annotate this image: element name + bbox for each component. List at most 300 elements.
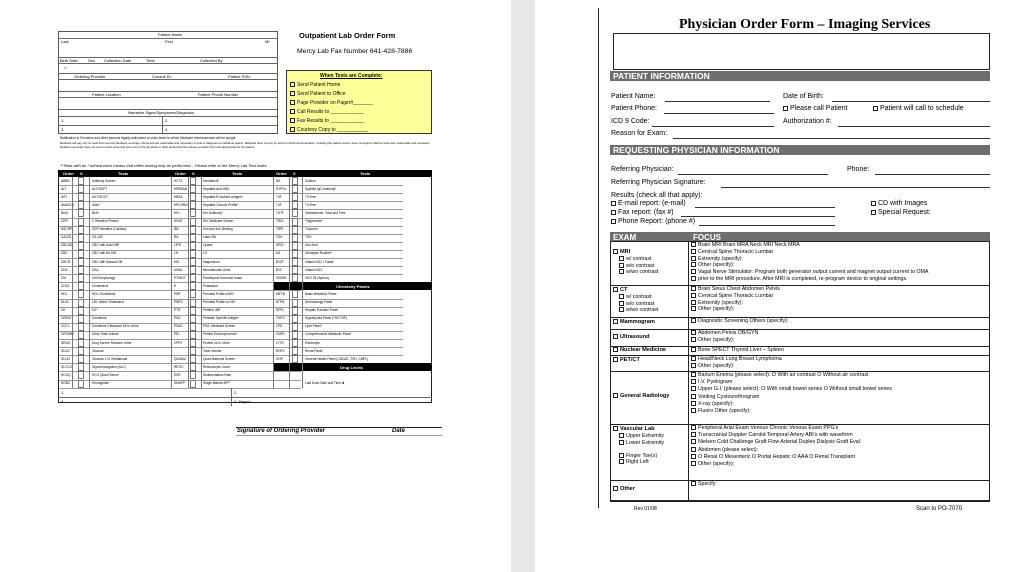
medicare-notice-text: Medicare will pay only for tests that meet the Medicare coverage criteria and are reasonable and necessary to treat or diagnose an individual patient. Medicare does not pay for tests for which documentation, including the patient record, does not support that the tests were reasonable and necessary. Medicare generally does not cover routine screening tests even if the physician or other authorized test orderer considers the tests appropriate for the patient. — [60, 141, 431, 149]
col2-row-code: PSA — [174, 316, 181, 321]
col1-row-code: CREAT — [61, 316, 72, 321]
patient-info-bar: PATIENT INFORMATION — [610, 71, 990, 81]
col1-row-code: VCCL — [61, 324, 70, 329]
col3b-row-checkbox[interactable] — [292, 331, 298, 339]
email-report-checkbox[interactable]: E-mail report: (e-mail) — [611, 200, 686, 207]
ultra-focus-option[interactable]: Other (specify): — [691, 337, 734, 343]
col2-row-test-name: Hematocrit — [203, 178, 219, 183]
imaging-form-title: Physician Order Form – Imaging Services — [679, 17, 931, 32]
petct-focus-option[interactable]: Head/Neck Lung Breast Lymphoma — [691, 356, 782, 362]
col3b-row-test-name: Hypothyroid Panel (TSH,T4F) — [305, 316, 347, 321]
sex-label: Sex — [88, 58, 95, 63]
mri-focus-option[interactable]: Extremity (specify): — [691, 256, 743, 262]
col3b-row-code: THPO — [276, 316, 285, 321]
ct-focus-option[interactable]: Brain Sinus Chest Abdomen Pelvis — [691, 286, 780, 292]
col3-row-test-name: Urinalysis Routine* — [305, 251, 332, 256]
mri-sub-option[interactable]: w/wo contrast — [619, 269, 658, 275]
col2-row-test-name: Hepatitis B Surface Antigen* — [203, 194, 244, 199]
col1-row-test-name: HDL Cholesterol — [92, 291, 116, 296]
other-checkbox[interactable]: Other — [613, 486, 635, 492]
col1-row-test-name: C Reactive Protein — [92, 219, 119, 223]
col2-row-checkbox[interactable] — [190, 331, 196, 339]
col2-row-code: K — [174, 283, 177, 288]
col1-row-code: HCGQ — [61, 372, 71, 377]
vasc-focus-option[interactable]: Peripheral Arial Exam Venous Chronic Venous Exam PPG's — [691, 425, 838, 431]
col2-row-test-name: Quad Maternal Screen — [203, 356, 236, 361]
vasc-focus-option[interactable]: O Renal O Mesenteric O Portal Hepatic O AAA O Renal Transplant — [691, 454, 855, 460]
col2-row-code: HIVM — [174, 219, 182, 223]
col1-row-test-name: CBC with Manual Diff — [92, 259, 123, 264]
col3-row-code: VD25H — [276, 275, 287, 280]
col1-row-code: CA125 — [61, 235, 71, 240]
column-divider — [273, 177, 274, 388]
mri-sub-option[interactable]: w/ contrast — [619, 256, 652, 262]
signature-label: Signature of Ordering Provider — [237, 428, 326, 434]
consult-dr-label: Consult Dr. — [152, 74, 172, 79]
ultra-row-border — [610, 346, 990, 347]
col3b-row-test-name: Comprehensive Metabolic Panel — [305, 332, 351, 337]
col3-row-code: URIC — [276, 243, 284, 248]
vasc-sub-option[interactable]: Right Left — [619, 459, 649, 465]
exam-header: EXAM — [613, 233, 637, 242]
col1-row-code: ANASCN — [61, 202, 75, 207]
col1-row-test-name: Glucose — [92, 348, 104, 353]
col3b-row-test-name: Renal Panel — [305, 348, 323, 353]
col2-row-code: RA — [174, 235, 179, 240]
col1-row-checkbox[interactable] — [78, 258, 84, 266]
col2-row-test-name: Lipase — [203, 243, 213, 248]
col3-order-header: Order — [276, 171, 287, 176]
referring-label: Referring Physician: — [611, 166, 674, 173]
col2-row-test-name: Hepatitis Anti-HBS — [203, 186, 230, 191]
lab-fax-number: Mercy Lab Fax Number 641-428-7886 — [297, 48, 413, 55]
vasc-focus-option[interactable]: Transcranial Doppler Carotid Temporal Artery ABI's with waveform — [691, 432, 853, 438]
col1-row-checkbox[interactable] — [78, 201, 84, 209]
col3-row-test-name: Triglyceride* — [305, 219, 323, 223]
col3-row-checkbox[interactable] — [292, 209, 298, 217]
col2-row-test-name: Single Marker AFP — [203, 381, 230, 385]
please-call-checkbox[interactable]: Please call Patient — [783, 105, 848, 112]
col3-row-test-name: Testosterone, Total and Free — [305, 210, 346, 215]
col2-row-checkbox[interactable] — [190, 185, 196, 193]
genrad-checkbox[interactable]: General Radiology — [613, 393, 669, 399]
ultra-focus-option[interactable]: Abdomen Pelvis OB/GYN — [691, 330, 758, 336]
col2-row-checkbox[interactable] — [190, 355, 196, 363]
col3b-row-test-name: General Health Panel (CBCAD, TSH, CMPL) — [305, 356, 369, 361]
col2-row-code: UMAL — [174, 267, 183, 272]
col2-row-code: HPBSAB — [174, 186, 187, 191]
vasc-focus-option[interactable]: Nielsen Cold Challenge Graft Flow Arterial Duplex Dialysis Graft Eval. — [691, 439, 861, 445]
special-request-checkbox[interactable]: Special Request: — [871, 209, 931, 216]
col3-row-test-name: T4 Free — [305, 202, 317, 207]
col2-row-checkbox[interactable] — [190, 315, 196, 323]
col2-row-checkbox[interactable] — [190, 209, 196, 217]
col1-row-checkbox[interactable] — [78, 218, 84, 226]
col3-row-checkbox[interactable] — [292, 234, 298, 242]
col2-row-code: PTHINT — [174, 275, 186, 280]
footer-row-line — [58, 397, 432, 398]
ct-focus-option[interactable]: Cervical Spine Thoracic Lumbar — [691, 293, 773, 299]
col2-row-code: RETIC — [174, 364, 184, 369]
results-label: Results (check all that apply): — [611, 192, 703, 199]
patient-name-label: Patient Name: — [611, 93, 656, 100]
mri-focus-option[interactable]: Other (specify): — [691, 262, 734, 268]
birth-date-label: Birth Date — [60, 58, 78, 63]
mri-sub-option[interactable]: w/o contrast — [619, 263, 655, 269]
when-complete-box — [286, 70, 432, 134]
col3-row-checkbox[interactable] — [292, 274, 298, 282]
col1-row-checkbox[interactable] — [78, 339, 84, 347]
col3b-row-code: LYTE — [276, 340, 284, 345]
col2-row-checkbox[interactable] — [190, 201, 196, 209]
col1-row-checkbox[interactable] — [78, 347, 84, 355]
fax-results-item[interactable]: Fax Results to ____________ — [290, 118, 364, 124]
col3b-row-checkbox[interactable] — [292, 315, 298, 323]
other-focus-option[interactable]: Specify: — [691, 481, 717, 487]
footer-num-4: 4. Mayo# — [234, 398, 251, 404]
genrad-focus-option[interactable]: Barium Enema (please select): O With air contrast O Without air contrast — [691, 372, 868, 378]
genrad-focus-option[interactable]: Upper G.I. (please select): O With small bowel series O Without small bowel series — [691, 386, 892, 392]
col3b-row-code: RNPL — [276, 348, 285, 353]
mammo-checkbox[interactable]: Mammogram — [613, 319, 655, 325]
col3-row-checkbox[interactable] — [292, 258, 298, 266]
col3-row-code: TSTF — [276, 210, 284, 215]
footer-num-2: 2. — [234, 389, 238, 395]
col3-row-test-name: Vit D 25-Hydroxy — [305, 275, 330, 280]
col1-row-code: CK — [61, 308, 66, 313]
vasc-sub-option[interactable]: Upper Extremity — [619, 433, 664, 439]
col1-row-test-name: Creatinine Clearance 24 hr Urine — [92, 324, 139, 329]
col2-row-checkbox[interactable] — [190, 307, 196, 315]
col1-row-checkbox[interactable] — [78, 234, 84, 242]
vasc-focus-option[interactable]: Other (specify): — [691, 461, 734, 467]
petct-checkbox[interactable]: PET/CT — [613, 357, 640, 363]
col1-row-code: CEA — [61, 267, 68, 272]
col3b-row-checkbox[interactable] — [292, 347, 298, 355]
col1-row-test-name: ALT/SGPT — [92, 186, 108, 191]
footer-num-1: 1. — [61, 389, 65, 395]
fax-report-checkbox[interactable]: Fax report: (fax #) — [611, 209, 674, 216]
col3-row-checkbox[interactable] — [292, 177, 298, 185]
col2-row-checkbox[interactable] — [190, 290, 196, 298]
col1-row-code: AST — [61, 194, 68, 199]
mri-focus-option[interactable]: Brain MRI Brain MRA Neck MRI Neck MRA — [691, 242, 800, 248]
col1-row-test-name: CK* — [92, 308, 98, 313]
col3b-row-checkbox[interactable] — [292, 323, 298, 331]
ct-sub-option[interactable]: w/ contrast — [619, 294, 652, 300]
col1-row-test-name: CBC with Auto Diff* — [92, 243, 120, 248]
col3b-row-code: LPD — [276, 324, 283, 329]
genrad-focus-option[interactable]: I.V. Pyelogram — [691, 379, 732, 385]
col3-row-test-name: T3 Free — [305, 194, 317, 199]
col3-row-checkbox[interactable] — [292, 193, 298, 201]
column-divider — [302, 177, 303, 388]
mri-focus-option[interactable]: prior to the MRI procedure. After MRI is completed, re-program device to original settings. — [691, 276, 908, 282]
col1-row-code: ABBN — [61, 178, 70, 183]
col1-row-code: CBCD — [61, 259, 71, 264]
col2-row-checkbox[interactable] — [190, 323, 196, 331]
call-results-item[interactable]: Call Results to ____________ — [290, 109, 364, 115]
col2-row-code: MG — [174, 259, 180, 264]
page-imaging-order-form — [535, 0, 1024, 572]
col2-row-checkbox[interactable] — [190, 250, 196, 258]
genrad-focus-option[interactable]: Fluoro Other (specify): — [691, 408, 751, 414]
col1-row-test-name: Cell Morphology — [92, 275, 116, 280]
col2-row-test-name: Parathyroid Hormone Intact — [203, 275, 242, 280]
col1-row-test-name: AST/SGOT — [92, 194, 109, 199]
col2-row-code: HPCHRN — [174, 202, 188, 207]
col2-row-row-line — [172, 388, 301, 389]
vasc-row-border — [610, 480, 990, 481]
col3-row-code: B12 — [276, 267, 282, 272]
col3-x-header: X — [293, 171, 296, 176]
first-label: First — [165, 39, 173, 44]
collection-date-label: Collection Date — [104, 58, 132, 63]
col1-row-checkbox[interactable] — [78, 363, 84, 371]
col3-row-checkbox[interactable] — [292, 185, 298, 193]
col1-row-code: CRTIMM — [61, 332, 74, 337]
col1-row-test-name: CA 125 — [92, 235, 103, 240]
col1-row-code: GLUG — [61, 356, 71, 361]
col2-row-test-name: HIV Antibody* — [203, 210, 223, 215]
col2-row-code: ESR — [174, 372, 181, 377]
col2-row-code: SMAFP — [174, 381, 185, 385]
col3-row-checkbox[interactable] — [292, 218, 298, 226]
page-gutter — [511, 0, 535, 572]
col1-row-checkbox[interactable] — [78, 282, 84, 290]
col2-row-checkbox[interactable] — [190, 193, 196, 201]
col2-row-code: PNPO — [174, 300, 184, 304]
col3b-row-test-name: Hepatic Function Panel — [305, 308, 338, 313]
col1-row-code: GLUC — [61, 348, 70, 353]
col2-row-checkbox[interactable] — [190, 371, 196, 379]
col1-row-checkbox[interactable] — [78, 226, 84, 234]
col1-row-test-name: Urine Total Volume — [92, 332, 119, 337]
col2-row-test-name: Hepatitis Chronic Profile* — [203, 202, 239, 207]
courtesy-copy-item[interactable]: Courtesy Copy to ___________ — [290, 127, 368, 133]
col2-row-test-name: Protime INR — [203, 308, 221, 313]
page-provider-item[interactable]: Page Provider on Pager#_______ — [290, 100, 373, 106]
exam-header-bar — [610, 232, 990, 241]
col2-row-checkbox[interactable] — [190, 218, 196, 226]
col1-row-checkbox[interactable] — [78, 177, 84, 185]
col3-row-test-name: TSH — [305, 235, 312, 240]
col2-row-checkbox[interactable] — [190, 299, 196, 307]
col2-row-code: LH — [174, 251, 179, 256]
col2-row-test-name: Sedimentation Rate — [203, 372, 231, 377]
col3b-row-checkbox[interactable] — [292, 355, 298, 363]
col1-row-code: CRP — [61, 219, 68, 223]
ultra-checkbox[interactable]: Ultrasound — [613, 334, 650, 340]
col1-row-checkbox[interactable] — [78, 242, 84, 250]
col1-row-row-line — [59, 388, 190, 389]
drug-levels-header: Drug Levels — [340, 364, 363, 370]
col2-row-test-name: Prostate Specific Antigen — [203, 316, 239, 321]
col1-row-checkbox[interactable] — [78, 299, 84, 307]
col2-row-code: PEL — [174, 332, 181, 337]
col3-row-code: T4F — [276, 202, 282, 207]
col1-row-test-name: ANA* — [92, 202, 100, 207]
col2-row-checkbox[interactable] — [190, 234, 196, 242]
col1-row-test-name: CBC with No Diff — [92, 251, 116, 256]
col2-row-code: PSAS — [174, 324, 183, 329]
petct-focus-option[interactable]: Other (specify): — [691, 363, 734, 369]
col2-row-code: HBSA — [174, 194, 183, 199]
col3-tests-header: Tests — [360, 171, 371, 176]
col3b-row-test-name: Dermatology Panel — [305, 300, 333, 304]
col2-row-checkbox[interactable] — [190, 242, 196, 250]
col2-row-test-name: Microalbumin Urine — [203, 267, 231, 272]
vasc-sub-option[interactable]: Finger Toe(s) — [619, 453, 657, 459]
col1-row-test-name: Glycohemoglobin (A1C) — [92, 364, 126, 369]
phone-report-checkbox[interactable]: Phone Report: (phone #) — [611, 218, 695, 225]
col2-row-test-name: PSA, Medicare Screen — [203, 324, 236, 329]
dob-label: Date of Birth: — [783, 93, 824, 100]
col1-row-checkbox[interactable] — [78, 266, 84, 274]
col1-row-checkbox[interactable] — [78, 380, 84, 388]
col1-row-code: CBC — [61, 251, 68, 256]
ordering-provider-label: Ordering Provider — [74, 74, 106, 79]
col1-row-checkbox[interactable] — [78, 315, 84, 323]
ct-focus-option[interactable]: Extremity (specify): — [691, 300, 743, 306]
cd-images-checkbox[interactable]: CD with Images — [871, 200, 927, 207]
col2-row-test-name: Prenatal Profile w/HIV — [203, 291, 235, 296]
col1-row-checkbox[interactable] — [78, 274, 84, 282]
col1-row-test-name: HCG Quant Serum — [92, 372, 119, 377]
will-call-checkbox[interactable]: Patient will call to schedule — [873, 105, 964, 112]
col1-row-code: GLYCO — [61, 364, 72, 369]
other-row-border — [610, 501, 990, 502]
mri-focus-option[interactable]: Cervical Spine Thoracic Lumbar — [691, 249, 773, 255]
ct-sub-option[interactable]: w/o contrast — [619, 301, 655, 307]
col2-row-checkbox[interactable] — [190, 380, 196, 388]
col1-row-test-name: BUN — [92, 210, 99, 215]
col3-row-code: NA — [276, 178, 281, 183]
send-office-item[interactable]: Send Patient to Office — [290, 91, 346, 97]
col1-row-checkbox[interactable] — [78, 290, 84, 298]
medicare-notice-title: Notification to Providers and other persons legally authorized to order tests for which Medicare reimbursement will be sought — [60, 136, 236, 140]
col3b-row-checkbox[interactable] — [292, 290, 298, 298]
tests-table-header — [58, 170, 432, 177]
collected-by-label: Collected By — [200, 58, 223, 63]
narrative-1: 1. — [61, 118, 65, 123]
col1-row-checkbox[interactable] — [78, 307, 84, 315]
col3-row-code: UA — [276, 251, 281, 256]
vasc-sub-option[interactable]: Lower Extremity — [619, 440, 664, 446]
col1-row-code: CBCAD — [61, 243, 73, 248]
col2-row-code: HCTX — [174, 178, 183, 183]
mri-checkbox[interactable]: MRI — [613, 249, 630, 255]
col3b-row-code: GHP — [276, 356, 283, 361]
col3-row-code: SYPHL — [276, 186, 287, 191]
col1-row-checkbox[interactable] — [78, 371, 84, 379]
col3b-row-checkbox[interactable] — [292, 299, 298, 307]
col1-row-test-name: Antibody Screen — [92, 178, 116, 183]
col2-row-checkbox[interactable] — [190, 226, 196, 234]
send-home-item[interactable]: Send Patient Home — [290, 82, 340, 88]
col2-row-test-name: Prenatal Profile no HIV — [203, 300, 236, 304]
vasc-checkbox[interactable]: Vascular Lab — [613, 426, 655, 432]
col3b-row-code: ATPN — [276, 300, 285, 304]
col2-row-checkbox[interactable] — [190, 282, 196, 290]
col1-row-code: ALT — [61, 186, 67, 191]
col1-row-code: HSCRP — [61, 227, 73, 232]
col2-row-test-name: Protein Electrophoresis* — [203, 332, 238, 337]
col2-row-code: QUADM — [174, 356, 186, 361]
col2-row-checkbox[interactable] — [190, 177, 196, 185]
col2-row-checkbox[interactable] — [190, 266, 196, 274]
col1-row-checkbox[interactable] — [78, 193, 84, 201]
col3-row-checkbox[interactable] — [292, 266, 298, 274]
column-divider — [171, 177, 172, 388]
col2-row-checkbox[interactable] — [190, 347, 196, 355]
col2-row-test-name: Iron and Iron Binding — [203, 227, 233, 232]
lab-form-title: Outpatient Lab Order Form — [299, 31, 396, 40]
col3-row-test-name: Vitamin B12 / Folate — [305, 259, 334, 264]
ct-focus-option[interactable]: Other (specify): — [691, 306, 734, 312]
title-empty-box — [613, 33, 990, 70]
last-dose-label: Last Dose Date and Time ✱ — [305, 381, 345, 385]
col3-row-checkbox[interactable] — [292, 250, 298, 258]
col2-row-test-name: Reticulocyte Count — [203, 364, 230, 369]
col1-row-checkbox[interactable] — [78, 323, 84, 331]
col2-row-checkbox[interactable] — [190, 339, 196, 347]
col3-row-code: TSH — [276, 235, 283, 240]
nuclear-focus-option[interactable]: Bone SPECT Thyroid Liver – Spleen — [691, 347, 784, 353]
mri-focus-option[interactable]: Vagal Nerve Stimulator: Program both generator output current and magnet output current to OMA — [691, 269, 928, 275]
col3-row-checkbox[interactable] — [292, 226, 298, 234]
col2-row-checkbox[interactable] — [190, 363, 196, 371]
col2-order-header: Order — [175, 171, 186, 176]
col2-row-code: LIPS — [174, 243, 181, 248]
col2-x-header: X — [192, 171, 195, 176]
col1-row-code: DLDL — [61, 300, 70, 304]
col2-row-test-name: Protein 24 hr Urine — [203, 340, 230, 345]
col1-row-checkbox[interactable] — [78, 250, 84, 258]
auth-label: Authorization #: — [783, 118, 832, 125]
col1-row-test-name: Hemoglobin — [92, 381, 110, 385]
col3-row-checkbox[interactable] — [292, 242, 298, 250]
col2-row-test-name: Magnesium — [203, 259, 220, 264]
vasc-focus-option[interactable]: Abdomen (please select): — [691, 447, 758, 453]
col2-row-checkbox[interactable] — [190, 258, 196, 266]
col1-row-checkbox[interactable] — [78, 185, 84, 193]
col3-row-code: TRPI — [276, 227, 284, 232]
col3b-row-code: METB — [276, 291, 285, 296]
mammo-focus-option[interactable]: Diagnostic Screening Others (specify): — [691, 318, 788, 324]
col1-row-checkbox[interactable] — [78, 355, 84, 363]
col3b-row-test-name: Basic Metabolic Panel — [305, 291, 337, 296]
col1-row-test-name: CRP Sensitive (Cardiac) — [92, 227, 127, 232]
col2-row-code: PNP — [174, 291, 181, 296]
col3b-row-checkbox[interactable] — [292, 307, 298, 315]
ct-checkbox[interactable]: CT — [613, 287, 627, 293]
genrad-focus-option[interactable]: X-ray (specify): — [691, 401, 734, 407]
focus-header: FOCUS — [693, 233, 721, 242]
ct-sub-option[interactable]: w/wo contrast — [619, 307, 658, 313]
col3-row-test-name: Syphilis IgG Antibody* — [305, 186, 337, 191]
col1-row-test-name: Glucose 1 hr Gestational — [92, 356, 128, 361]
column-divider — [89, 177, 90, 388]
col3b-row-checkbox[interactable] — [292, 339, 298, 347]
nuclear-checkbox[interactable]: Nuclear Medicine — [613, 347, 666, 353]
col1-row-checkbox[interactable] — [78, 331, 84, 339]
patient-phone-label: Patient Phone: — [611, 105, 657, 112]
genrad-focus-option[interactable]: Voiding Cystourethrogram — [691, 394, 759, 400]
col1-row-checkbox[interactable] — [78, 209, 84, 217]
col2-row-checkbox[interactable] — [190, 274, 196, 282]
col3-row-checkbox[interactable] — [292, 201, 298, 209]
